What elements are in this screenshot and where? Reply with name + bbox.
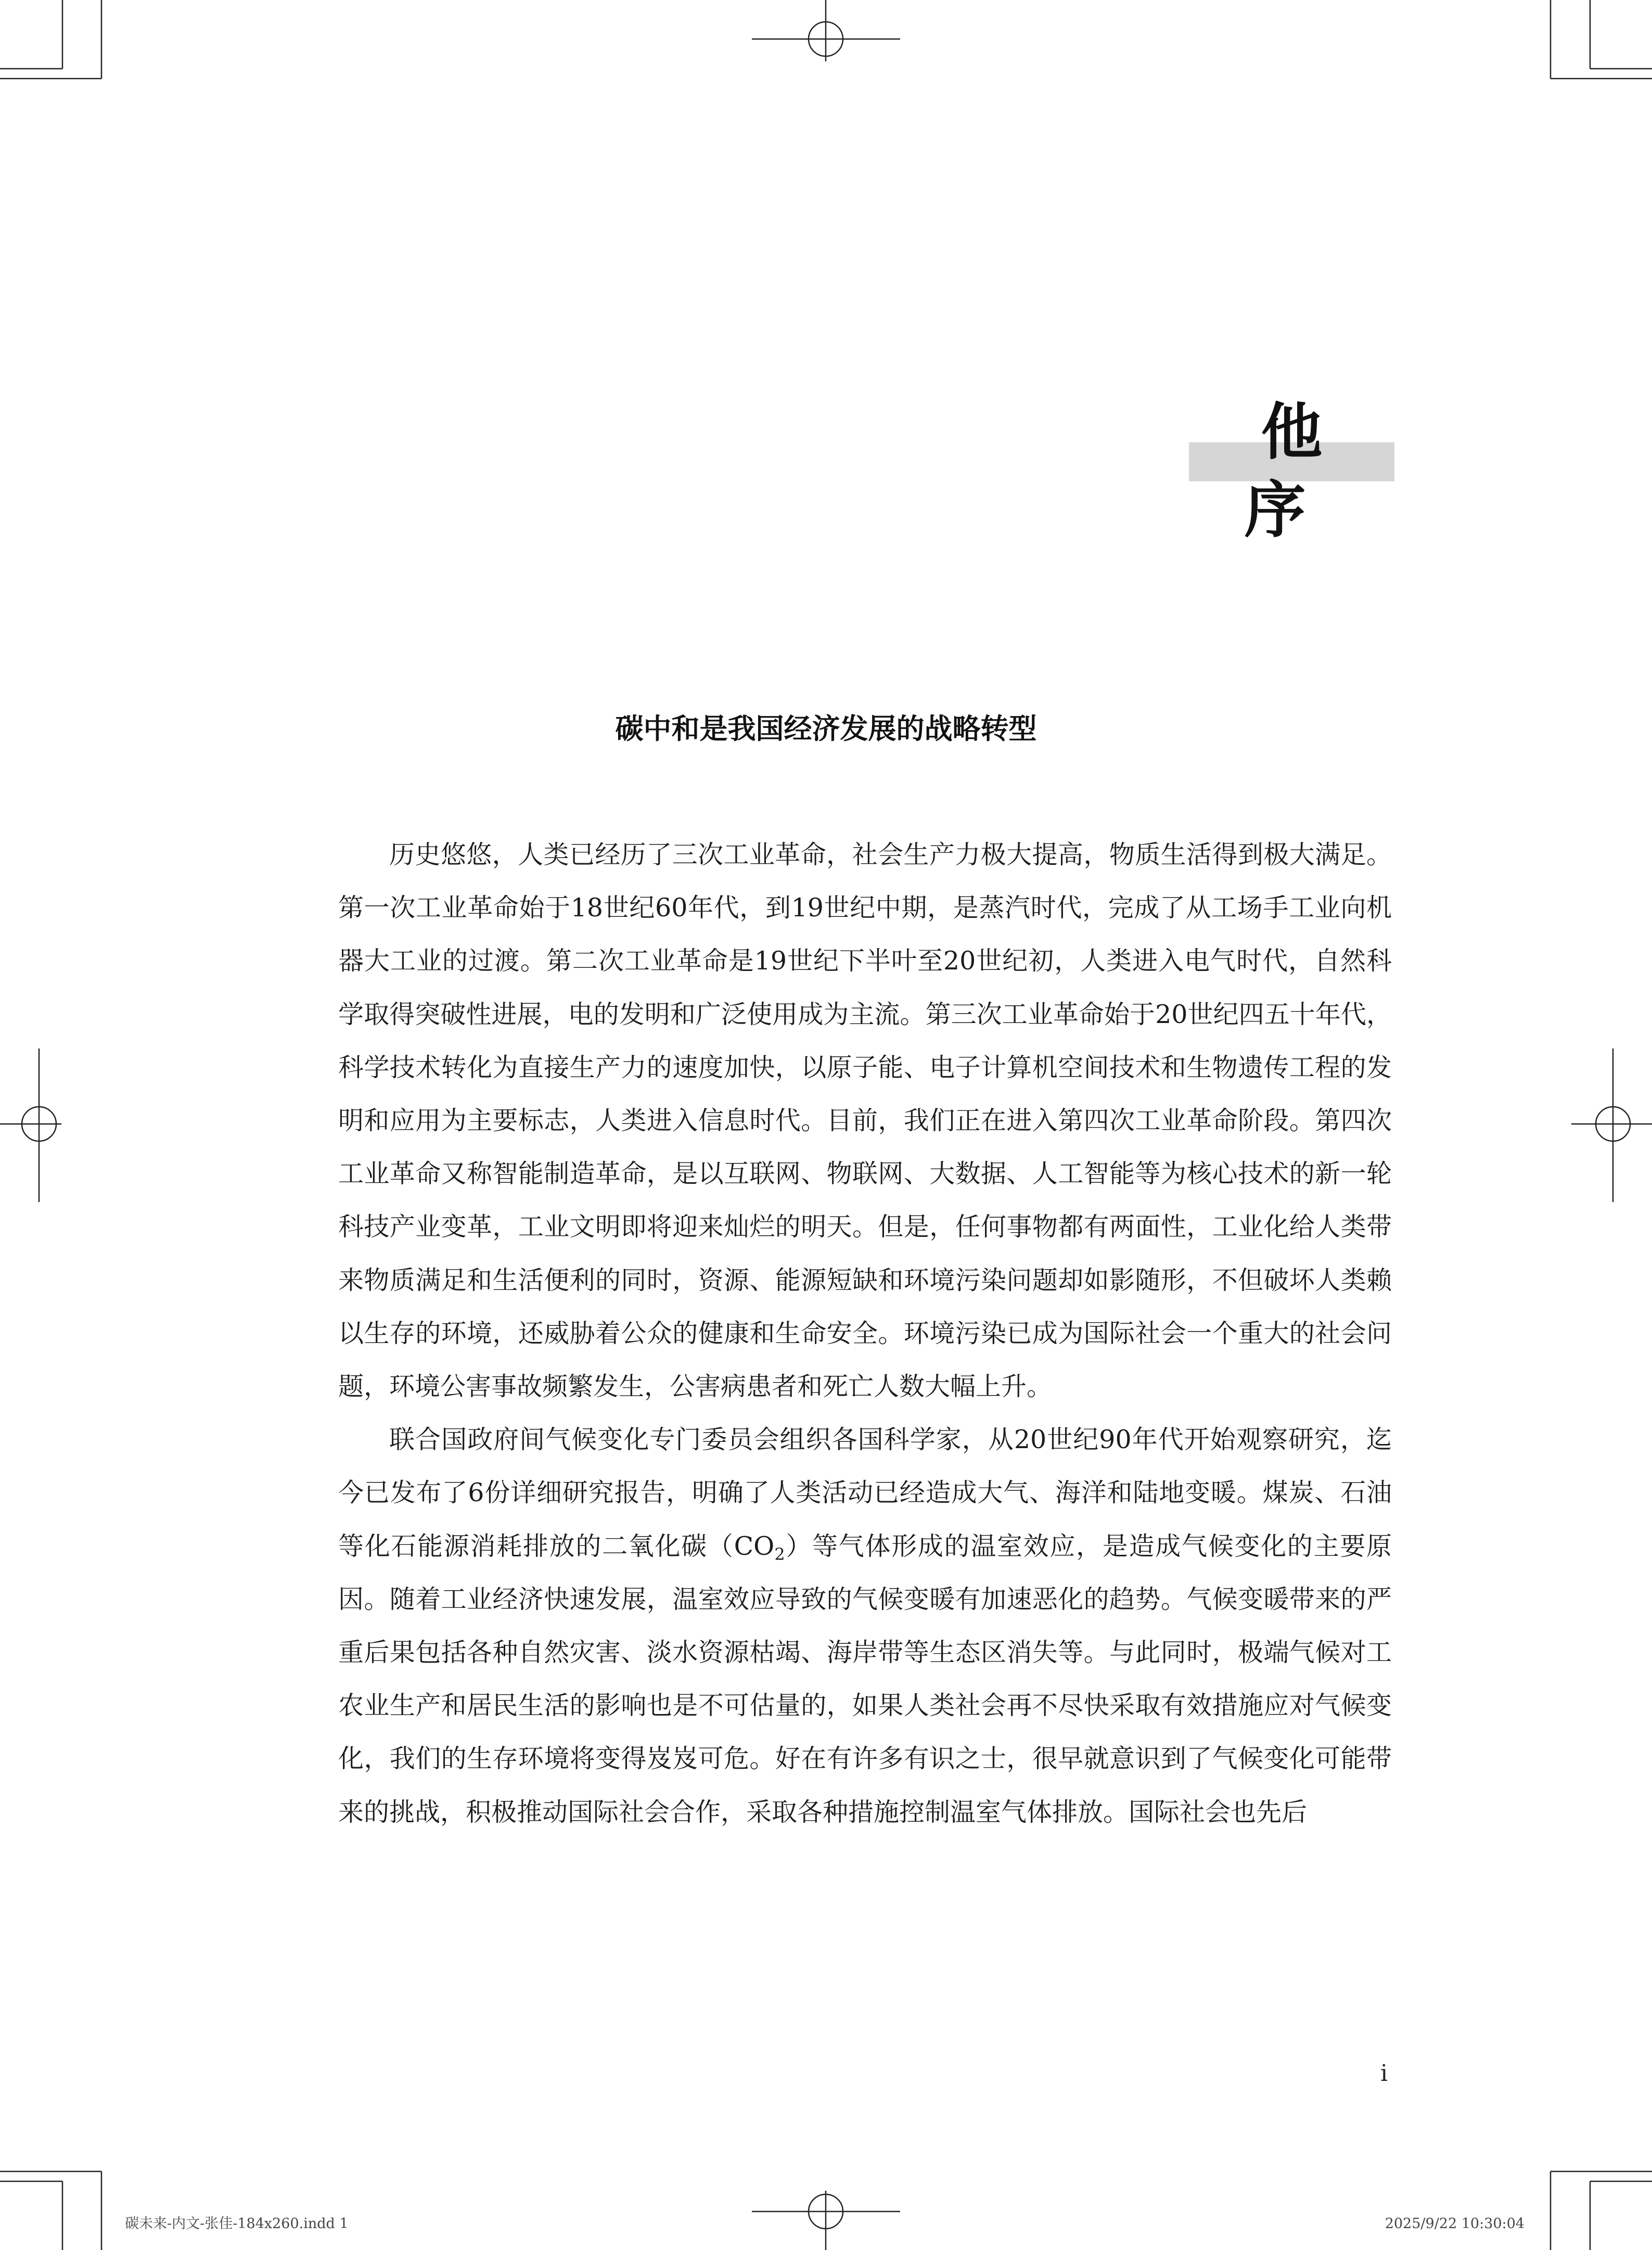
paragraph-2-part-2: ）等气体形成的温室效应，是造成气候变化的主要原因。随着工业经济快速发展，温室效应导致的气候变暖有加速恶化的趋势。气候变暖带来的严重后果包括各种自然灾害、淡水资源枯竭、海岸带等生态区消失等。与此同时，极端气候对工农业生产和居民生活的影响也是不可估量的，如果人类社会再不尽快采取有效措施应对气候变化，我们的生存环境将变得岌岌可危。好在有许多有识之士，很早就意识到了气候变化可能带来的挑战，积极推动国际社会合作，采取各种措施控制温室气体排放。国际社会也先后: [338, 1531, 1392, 1827]
page-number: i: [1380, 2060, 1388, 2087]
chapter-title-block: [1189, 393, 1394, 546]
section-heading: 碳中和是我国经济发展的战略转型: [615, 712, 1037, 745]
slug-filename: 碳未来-内文-张佳-184x260.indd 1: [125, 2216, 349, 2232]
co2-subscript: 2: [774, 1544, 785, 1564]
slug-timestamp: 2025/9/22 10:30:04: [1385, 2216, 1525, 2232]
paragraph-2: [338, 1413, 1392, 1839]
paragraph-1: 历史悠悠，人类已经历了三次工业革命，社会生产力极大提高，物质生活得到极大满足。第一次工业革命始于18世纪60年代，到19世纪中期，是蒸汽时代，完成了从工场手工业向机器大工业的过渡。第二次工业革命是19世纪下半叶至20世纪初，人类进入电气时代，自然科学取得突破性进展，电的发明和广泛使用成为主流。第三次工业革命始于20世纪四五十年代，科学技术转化为直接生产力的速度加快，以原子能、电子计算机空间技术和生物遗传工程的发明和应用为主要标志，人类进入信息时代。目前，我们正在进入第四次工业革命阶段。第四次工业革命又称智能制造革命，是以互联网、物联网、大数据、人工智能等为核心技术的新一轮科技产业变革，工业文明即将迎来灿烂的明天。但是，任何事物都有两面性，工业化给人类带来物质满足和生活便利的同时，资源、能源短缺和环境污染问题却如影随形，不但破坏人类赖以生存的环境，还威胁着公众的健康和生命安全。环境污染已成为国际社会一个重大的社会问题，环境公害事故频繁发生，公害病患者和死亡人数大幅上升。: [338, 840, 1392, 1402]
paragraph-2-part-1: 联合国政府间气候变化专门委员会组织各国科学家，从20世纪90年代开始观察研究，迄今已发布了6份详细研究报告，明确了人类活动已经造成大气、海洋和陆地变暖。煤炭、石油等化石能源消耗排放的二氧化碳（CO: [338, 1425, 1392, 1561]
chapter-title: 他序: [1244, 396, 1356, 546]
body-text: [338, 828, 1392, 1839]
